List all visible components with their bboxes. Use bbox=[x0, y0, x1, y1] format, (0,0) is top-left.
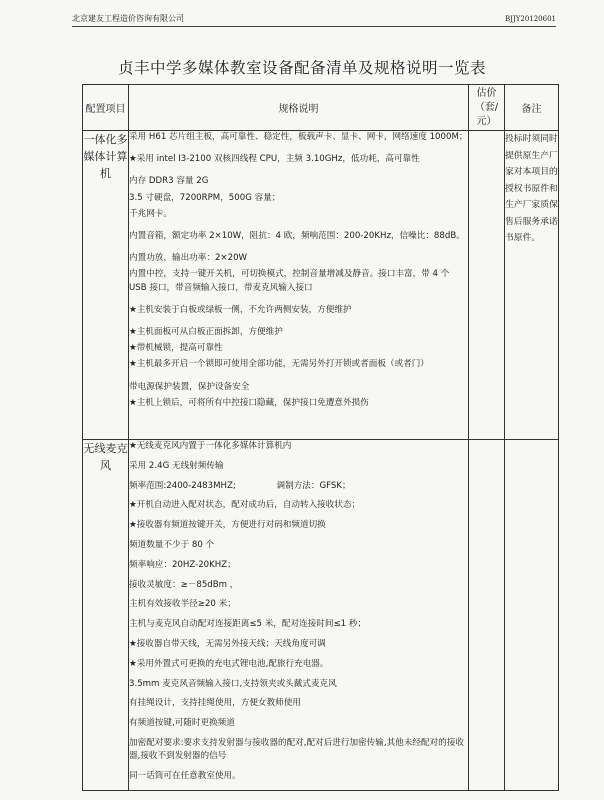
spec-cell bbox=[129, 131, 469, 440]
header-price: 估价（套/元） bbox=[469, 85, 505, 131]
equipment-table bbox=[82, 84, 559, 791]
spec-line: 同一话筒可在任意教室使用。 bbox=[129, 770, 241, 781]
spec-line: 接收灵敏度：≥－85dBm ， bbox=[129, 579, 239, 590]
document-code: BJJY20120601 bbox=[504, 15, 556, 23]
spec-line: ★采用外置式可更换的充电式锂电池,配旅行充电器。 bbox=[129, 658, 329, 669]
table-header-row bbox=[83, 85, 559, 131]
spec-line: 内置功放，输出功率：2×20W bbox=[129, 253, 248, 264]
spec-line: 采用 H61 芯片组主板，高可靠性、稳定性，板载声卡、显卡、网卡，网络速度 1000M； bbox=[129, 132, 468, 142]
spec-line: 有挂绳设计，支持挂绳使用，方便女教师使用 bbox=[129, 698, 301, 709]
spec-frequency: 频率范围:2400-2483MHZ; bbox=[129, 480, 236, 491]
spec-line: ★主机面板可从白板正面拆卸，方便维护 bbox=[129, 327, 283, 338]
spec-line: ★主机上锁后，可将所有中控接口隐藏，保护接口免遭意外损伤 bbox=[129, 397, 369, 408]
spec-line: ★主机最多开启一个锁即可使用全部功能，无需另外打开锁或者面板（或者门） bbox=[129, 359, 429, 370]
note-cell bbox=[505, 440, 559, 791]
spec-line: 3.5mm 麦克风音频输入接口,支持领夹或头戴式麦克风 bbox=[129, 678, 337, 689]
page-header bbox=[72, 12, 556, 27]
spec-line: ★接收器自带天线，无需另外接天线；天线角度可调 bbox=[129, 638, 326, 649]
spec-line: 主机有效接收半径≥20 米； bbox=[129, 599, 236, 610]
spec-line: 主机与麦克风自动配对连接距离≤5 米，配对连接时间≤1 秒； bbox=[129, 619, 367, 630]
spec-line: 有频道按键,可随时更换频道 bbox=[129, 718, 235, 729]
spec-line: 频率响应：20HZ-20KHZ； bbox=[129, 559, 236, 570]
item-name: 无线麦克风 bbox=[83, 440, 129, 791]
spec-line: 加密配对要求:要求支持发射器与接收器的配对,配对后进行加密传输,其他未经配对的接收器,接收不到发射器的信号 bbox=[129, 737, 464, 762]
spec-line: 带电源保护装置，保护设备安全 bbox=[129, 381, 250, 392]
spec-line: 采用 2.4G 无线射频传输 bbox=[129, 460, 224, 471]
spec-line: 千兆网卡。 bbox=[129, 208, 172, 219]
spec-line: ★主机安装于白板或绿板一侧，不允许两侧安装，方便维护 bbox=[129, 304, 352, 315]
spec-line bbox=[129, 480, 468, 493]
table-row bbox=[83, 131, 559, 440]
document-title: 贞丰中学多媒体教室设备配备清单及规格说明一览表 bbox=[117, 59, 486, 77]
table-row bbox=[83, 440, 559, 791]
header-item: 配置项目 bbox=[83, 85, 129, 131]
price-cell bbox=[469, 131, 505, 440]
header-note: 备注 bbox=[505, 85, 559, 131]
price-cell bbox=[469, 440, 505, 791]
spec-line: 内置音箱，额定功率 2×10W，阻抗：4 欧，频响范围：200-20KHz，信噪比：88dB。 bbox=[129, 231, 465, 242]
spec-cell bbox=[129, 440, 469, 791]
spec-modulation: 调制方法：GFSK； bbox=[276, 480, 351, 491]
spec-line: 内存 DDR3 容量 2G bbox=[129, 176, 209, 187]
item-name: 一体化多媒体计算机 bbox=[83, 131, 129, 440]
spec-line: ★采用 intel I3-2100 双核四线程 CPU，主频 3.10GHz，低功耗，高可靠性 bbox=[129, 154, 420, 165]
header-spec: 规格说明 bbox=[129, 85, 469, 131]
spec-line: ★开机自动进入配对状态，配对成功后，自动转入接收状态； bbox=[129, 500, 361, 511]
spec-line: 3.5 寸硬盘，7200RPM，500G 容量； bbox=[129, 192, 281, 203]
spec-line: 内置中控，支持一键开关机，可切换模式，控制音量增减及静音。接口丰富，带 4 个 USB 接口，带音频输入接口，带麦克风输入接口 bbox=[129, 269, 450, 293]
spec-line: ★无线麦克风内置于一体化多媒体计算机内 bbox=[129, 441, 292, 451]
spec-line: ★带机械锁，提高可靠性 bbox=[129, 343, 223, 354]
company-name: 北京建友工程造价咨询有限公司 bbox=[72, 14, 184, 23]
note-cell: 投标时须同时提供原生产厂家对本项目的授权书原件和生产厂家质保售后服务承诺书原件。 bbox=[505, 131, 559, 440]
spec-line: ★接收器有频道按键开关，方便进行对码和频道切换 bbox=[129, 520, 326, 531]
spec-line: 频道数量不少于 80 个 bbox=[129, 539, 215, 550]
